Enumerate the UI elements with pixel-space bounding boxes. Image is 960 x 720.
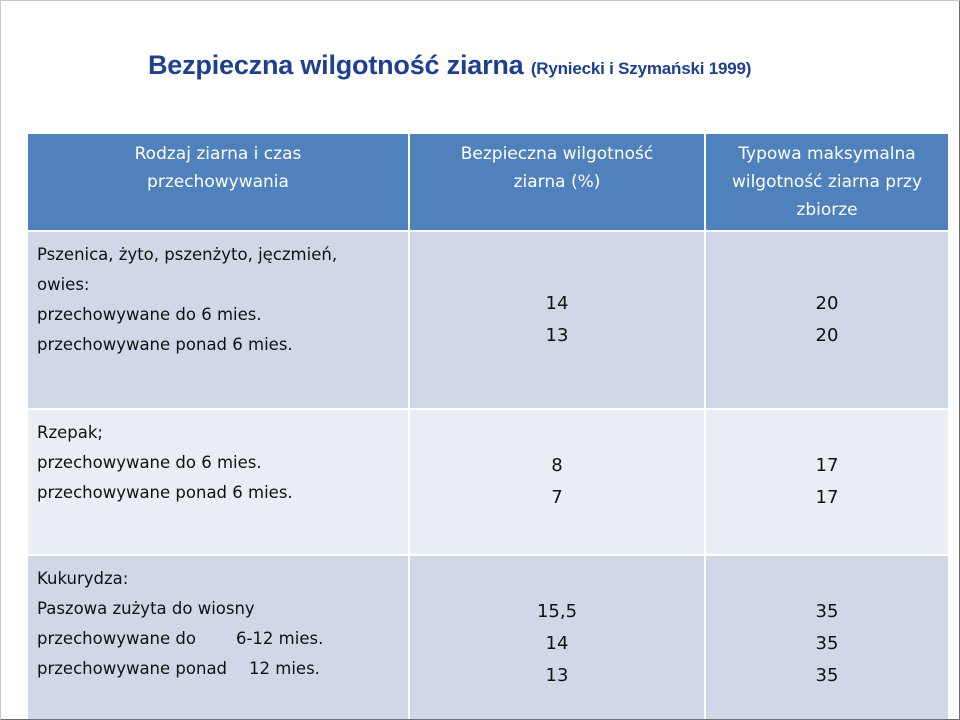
row-label: Kukurydza: Paszowa zużyta do wiosny przechowywane do 6-12 mies. przechowywane ponad 12 mies. xyxy=(27,555,409,720)
row-label: Rzepak; przechowywane do 6 mies. przechowywane ponad 6 mies. xyxy=(27,409,409,555)
header-grain-type: Rodzaj ziarna i czas przechowywania xyxy=(27,133,409,231)
table-header-row xyxy=(27,133,949,231)
table-row xyxy=(27,231,949,409)
harvest-moisture-cell: 17 17 xyxy=(705,409,949,555)
safe-moisture-cell: 8 7 xyxy=(409,409,705,555)
harvest-moisture-cell: 35 35 35 xyxy=(705,555,949,720)
header-safe-moisture: Bezpieczna wilgotność ziarna (%) xyxy=(409,133,705,231)
safe-moisture-cell: 14 13 xyxy=(409,231,705,409)
table-row xyxy=(27,409,949,555)
safe-moisture-cell: 15,5 14 13 xyxy=(409,555,705,720)
row-label: Pszenica, żyto, pszenżyto, jęczmień, owies: przechowywane do 6 mies. przechowywane ponad 6 mies. xyxy=(27,231,409,409)
harvest-moisture-cell: 20 20 xyxy=(705,231,949,409)
title-main: Bezpieczna wilgotność ziarna xyxy=(148,50,524,80)
header-harvest-moisture: Typowa maksymalna wilgotność ziarna przy zbiorze xyxy=(705,133,949,231)
title-source: (Ryniecki i Szymański 1999) xyxy=(530,59,752,78)
slide-title xyxy=(148,50,751,81)
table-row xyxy=(27,555,949,720)
moisture-table xyxy=(26,132,950,720)
